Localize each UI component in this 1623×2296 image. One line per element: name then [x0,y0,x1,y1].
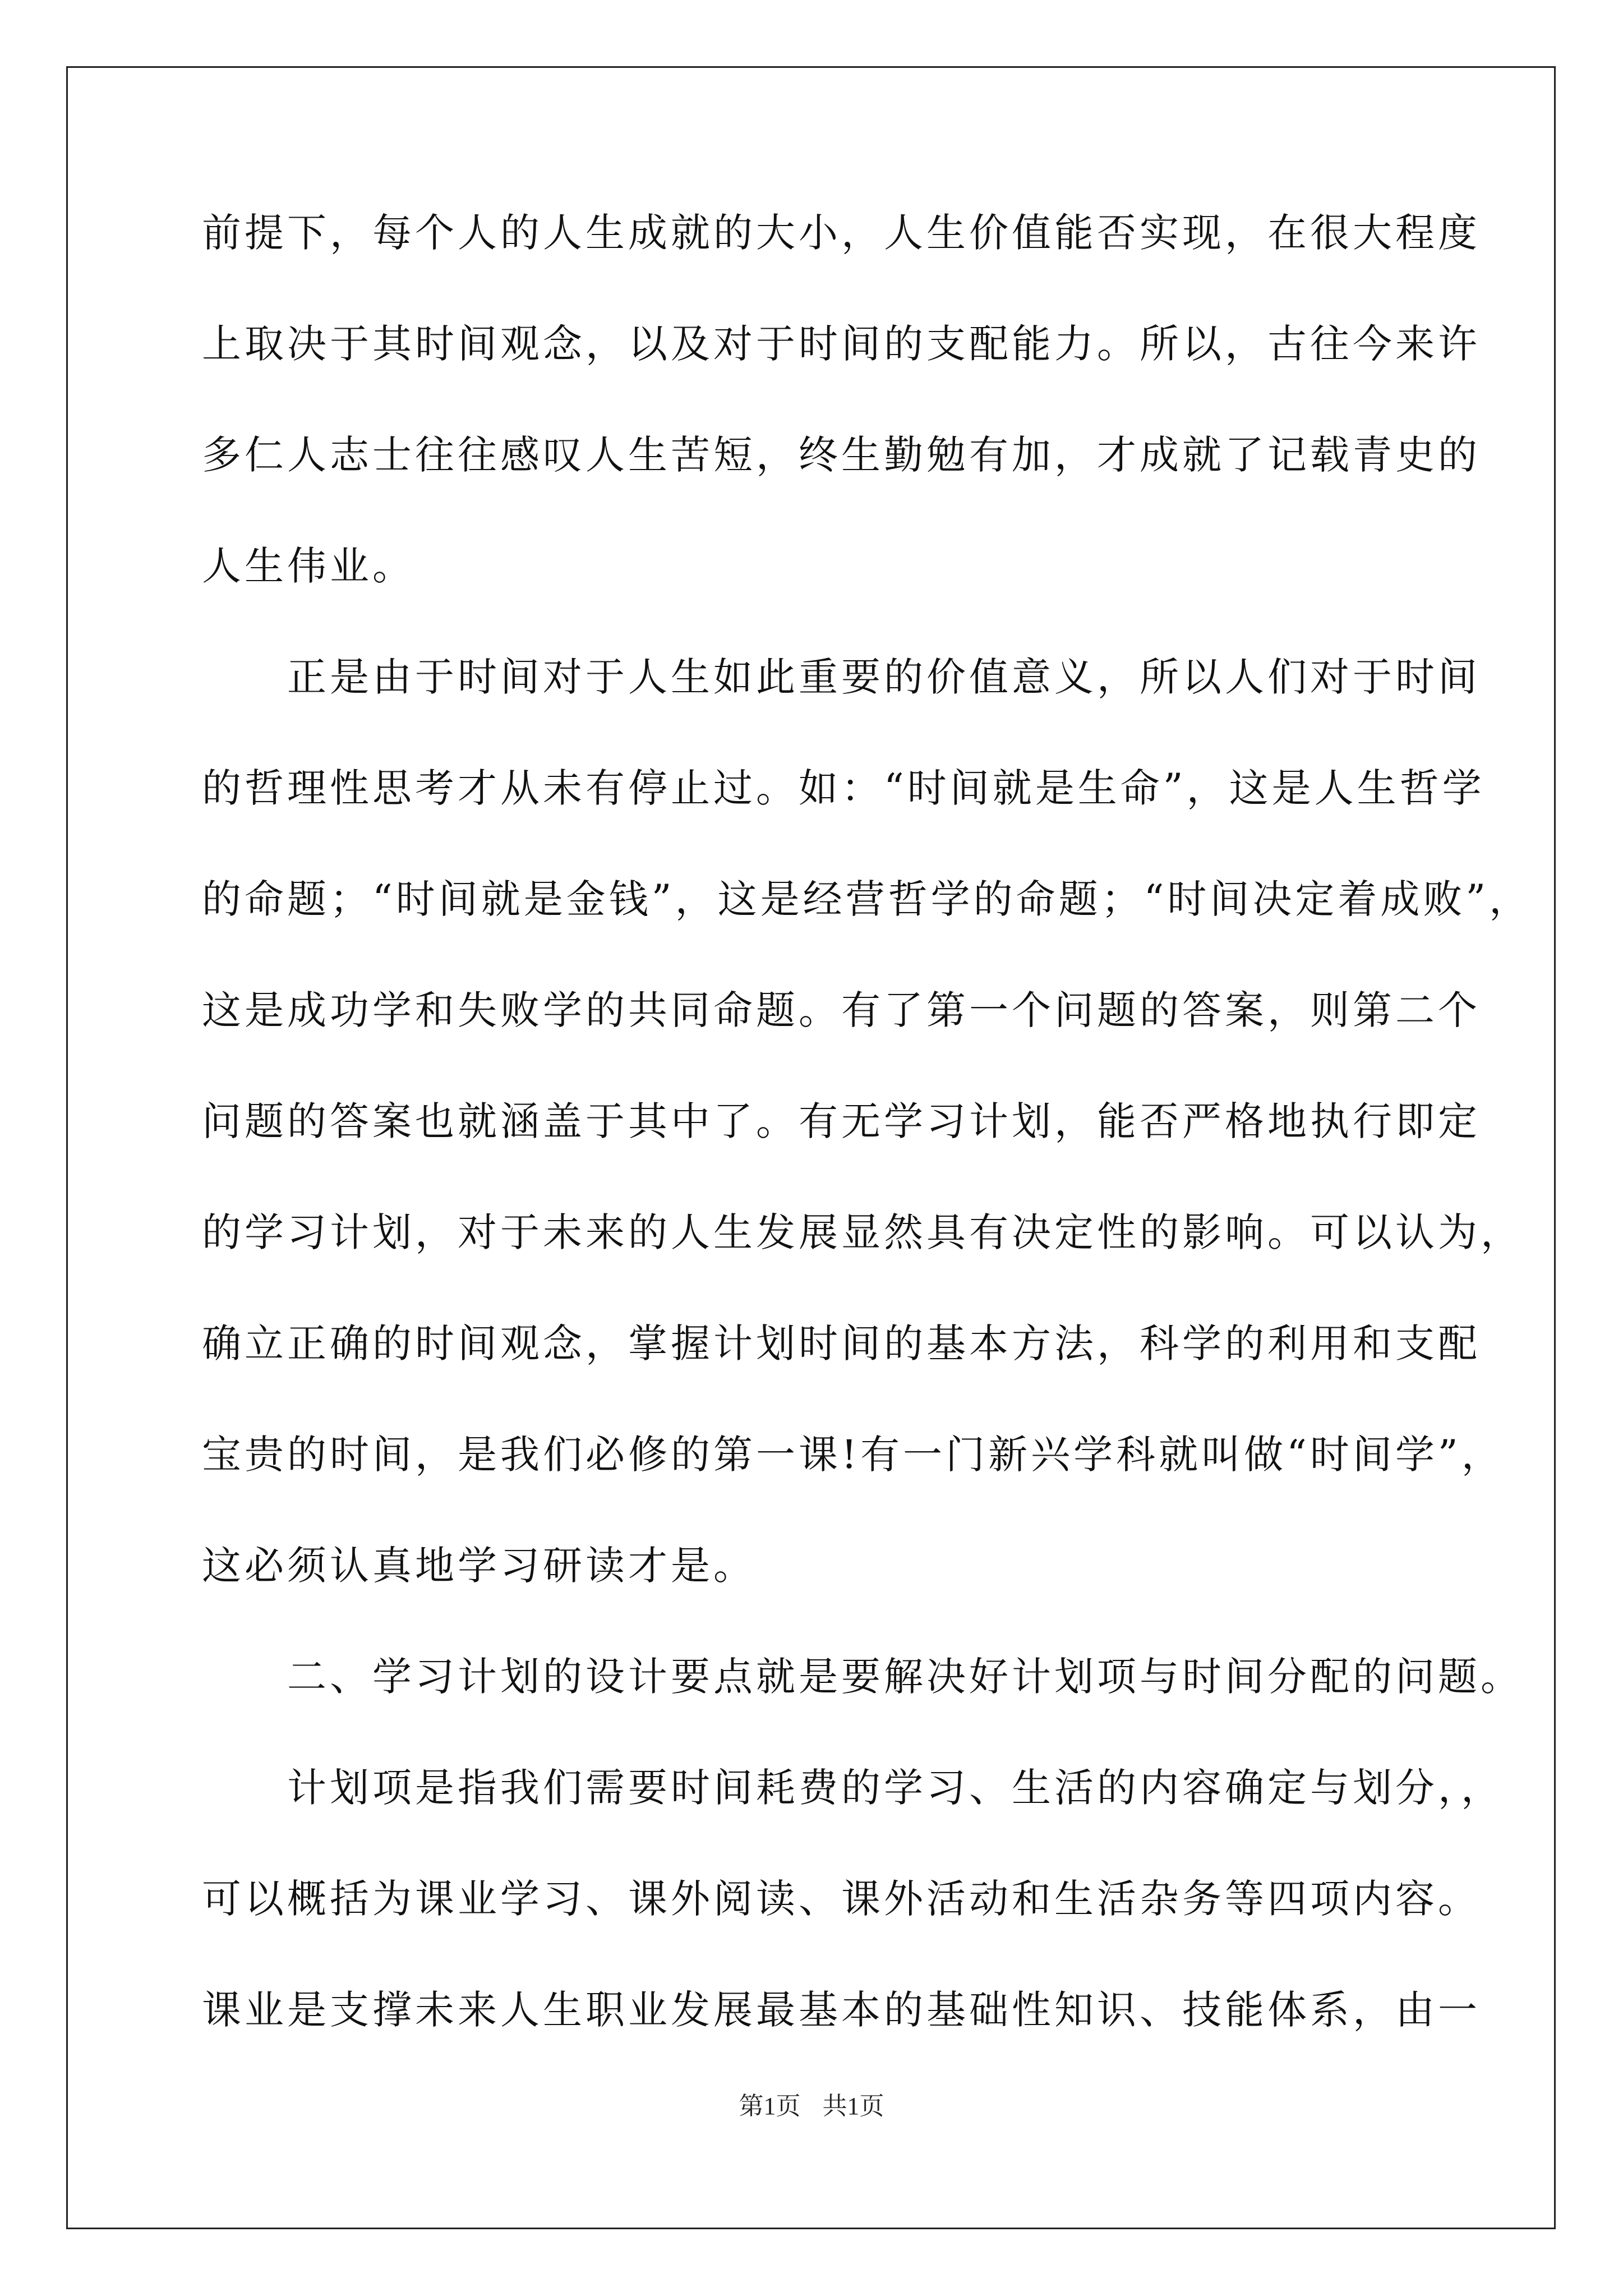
text-line: 多仁人志士往往感叹人生苦短，终生勤勉有加，才成就了记载青史的 [202,432,1481,478]
text-line: 确立正确的时间观念，掌握计划时间的基本方法，科学的利用和支配 [202,1320,1481,1366]
text-line: 的哲理性思考才从未有停止过。如：“时间就是生命”，这是人生哲学 [202,765,1485,811]
text-line: 二、学习计划的设计要点就是要解决好计划项与时间分配的问题。 [202,1654,1523,1700]
page-number: 第1页 [739,2092,801,2120]
page-footer [0,2092,1623,2120]
text-line: 上取决于其时间观念，以及对于时间的支配能力。所以，古往今来许 [202,321,1481,367]
text-line: 的学习计划，对于未来的人生发展显然具有决定性的影响。可以认为， [202,1209,1523,1255]
text-line: 正是由于时间对于人生如此重要的价值意义，所以人们对于时间 [202,654,1481,700]
text-line: 人生伟业。 [202,543,415,589]
text-line: 宝贵的时间，是我们必修的第一课!有一门新兴学科就叫做“时间学”， [202,1432,1504,1478]
text-line: 计划项是指我们需要时间耗费的学习、生活的内容确定与划分，， [202,1765,1504,1811]
text-line: 这必须认真地学习研读才是。 [202,1543,756,1589]
text-line: 前提下，每个人的人生成就的大小，人生价值能否实现，在很大程度 [202,210,1481,256]
page-total: 共1页 [822,2092,884,2120]
text-line: 可以概括为课业学习、课外阅读、课外活动和生活杂务等四项内容。 [202,1876,1481,1922]
text-line: 课业是支撑未来人生职业发展最基本的基础性知识、技能体系，由一 [202,1987,1481,2033]
text-line: 问题的答案也就涵盖于其中了。有无学习计划，能否严格地执行即定 [202,1098,1481,1144]
text-line: 这是成功学和失败学的共同命题。有了第一个问题的答案，则第二个 [202,987,1481,1033]
document-body [202,210,1532,2101]
text-line: 的命题；“时间就是金钱”，这是经营哲学的命题；“时间决定着成败”， [202,876,1532,922]
